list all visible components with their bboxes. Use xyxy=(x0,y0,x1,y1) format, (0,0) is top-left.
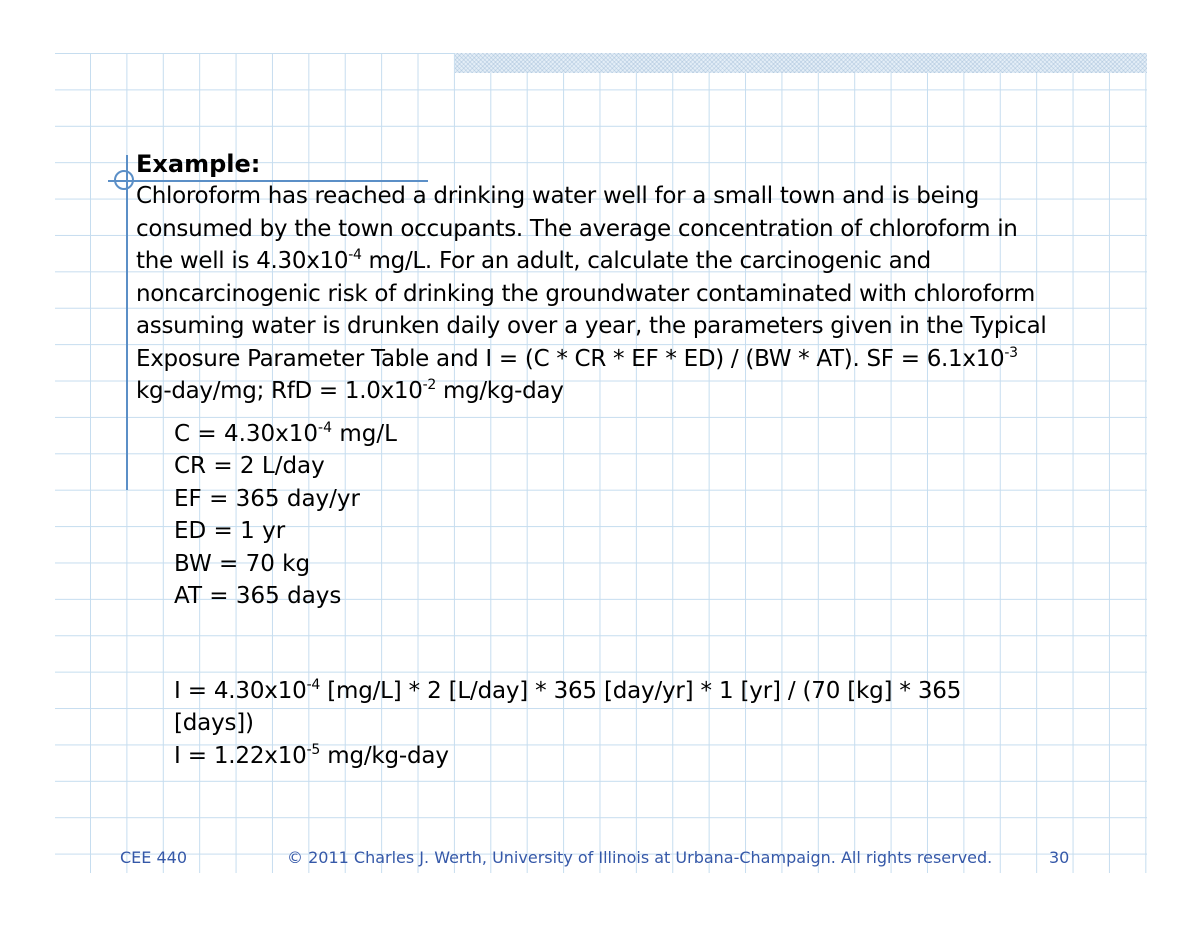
problem-line-6: Exposure Parameter Table and I = (C * CR * EF * ED) / (BW * AT). SF = $6.1x10^{-3}$ xyxy=(136,344,1018,372)
problem-line-3: the well is $4.30x10^{-4}$ mg/L. For an adult, calculate the carcinogenic and xyxy=(136,247,931,274)
calc-line-1: $I = 4.30x10^{-4}$ [mg/L] * 2 [L/day] * 365 [day/yr] * 1 [yr] / (70 [kg] * 365 xyxy=(174,676,962,704)
param-cr: CR = 2 L/day xyxy=(174,453,325,479)
texture-bar xyxy=(455,53,1147,73)
problem-line-7: kg-day/mg; RfD = $1.0x10^{-2}$ mg/kg-day xyxy=(136,377,564,404)
footer-copyright: © 2011 Charles J. Werth, University of Illinois at Urbana-Champaign. All rights reserved. xyxy=(287,848,993,867)
slide-footer xyxy=(0,848,1200,870)
problem-line-2: consumed by the town occupants. The average concentration of chloroform in xyxy=(136,215,1018,242)
param-ef: EF = 365 day/yr xyxy=(174,485,360,512)
problem-line-4: noncarcinogenic risk of drinking the groundwater contaminated with chloroform xyxy=(136,280,1036,307)
problem-statement xyxy=(136,180,1126,408)
slide-content xyxy=(136,150,1126,772)
param-bw: BW = 70 kg xyxy=(174,550,311,577)
calc-result: $I = 1.22x10^{-5}$ mg/kg-day xyxy=(174,741,449,769)
calc-line-2: [days]) xyxy=(174,710,254,736)
param-ed: ED = 1 yr xyxy=(174,518,286,544)
example-heading: Example: xyxy=(136,150,261,178)
param-c: $C = 4.30x10^{-4}$ mg/L xyxy=(174,419,397,447)
accent-vertical-line xyxy=(126,155,128,490)
parameter-list xyxy=(174,418,1126,613)
intake-calculation xyxy=(174,675,1074,773)
footer-page-number: 30 xyxy=(1049,848,1070,867)
param-at: AT = 365 days xyxy=(174,583,342,609)
problem-line-1: Chloroform has reached a drinking water well for a small town and is being xyxy=(136,183,980,209)
crosshair-circle-icon xyxy=(114,170,134,190)
footer-course: CEE 440 xyxy=(120,848,188,867)
problem-line-5: assuming water is drunken daily over a year, the parameters given in the Typical xyxy=(136,313,1047,339)
